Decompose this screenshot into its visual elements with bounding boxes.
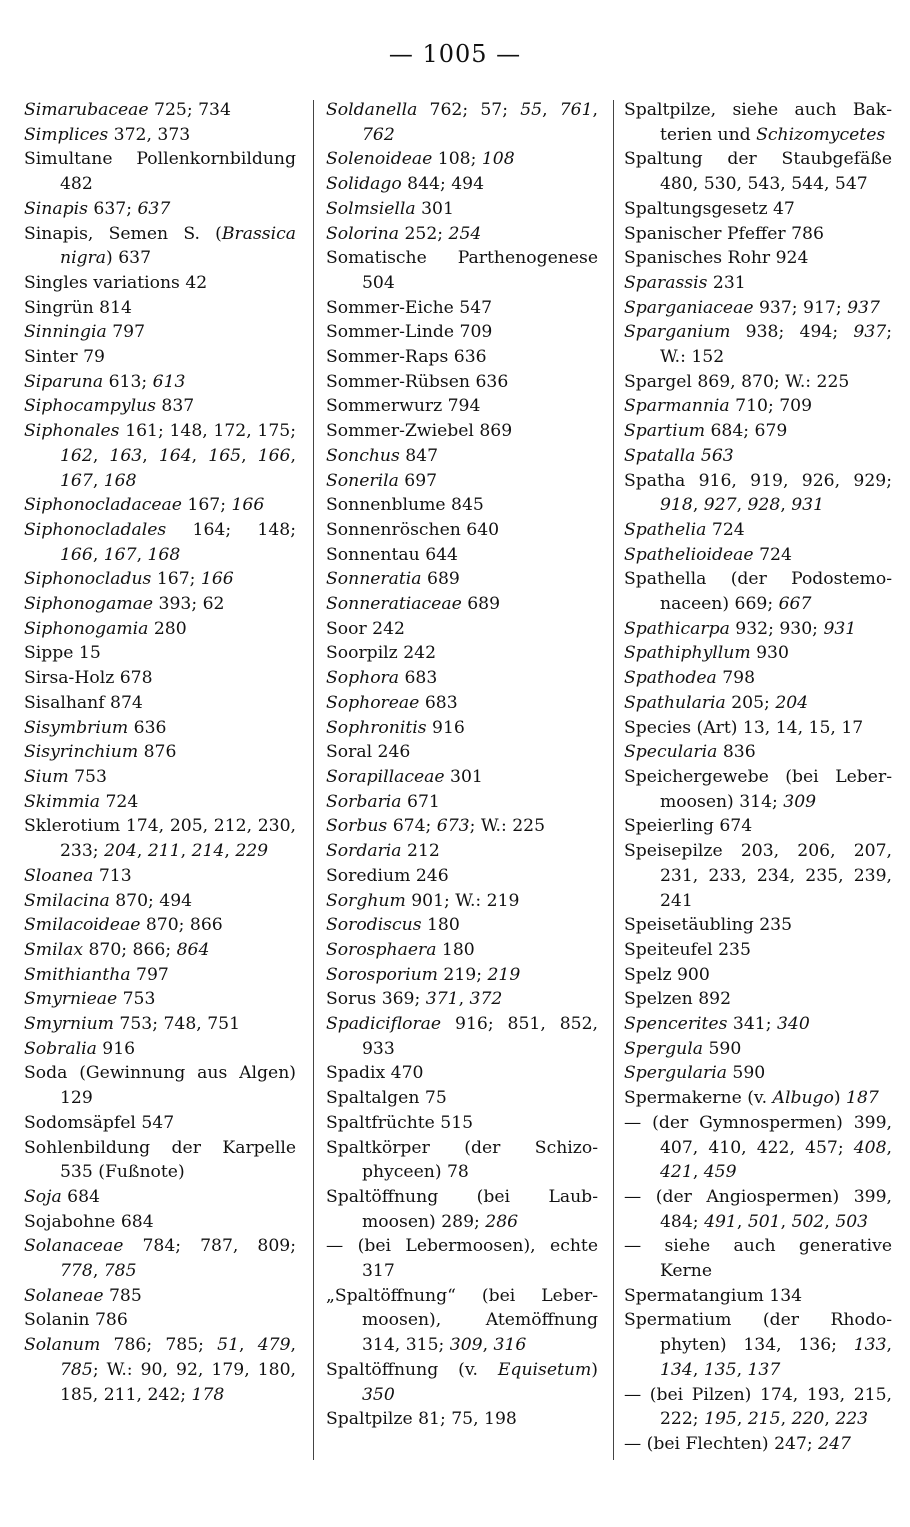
- index-entry: Spadix 470: [326, 1063, 424, 1084]
- index-entry: Sonneratia 689: [326, 569, 460, 590]
- index-entry: Siphonocladales 164; 148; 166, 167, 168: [24, 519, 296, 565]
- index-entry: Sommer-Raps 636: [326, 347, 487, 368]
- index-entry: Sisalhanf 874: [24, 692, 143, 713]
- index-entry: Sinapis 637; 637: [24, 198, 171, 219]
- index-entry: Solenoideae 108; 108: [326, 149, 515, 170]
- index-entry: Sonneratiaceae 689: [326, 594, 501, 615]
- index-entry: Spanisches Rohr 924: [624, 248, 809, 269]
- index-entry: Sparganiaceae 937; 917; 937: [624, 297, 880, 318]
- index-entry: Soredium 246: [326, 865, 449, 886]
- index-entry: Simultane Pollenkornbildung 482: [24, 149, 296, 195]
- index-entry: Specularia 836: [624, 742, 756, 763]
- index-entry: Spathella (der Podostemonaceen) 669; 667: [624, 569, 892, 615]
- index-entry: Spaltalgen 75: [326, 1088, 447, 1109]
- index-entry: Sorghum 901; W.: 219: [326, 890, 520, 911]
- index-entry: — (der Angiospermen) 399, 484; 491, 501, 502, 503: [624, 1186, 892, 1232]
- index-entry: Spaltöffnung (bei Laubmoosen) 289; 286: [326, 1186, 598, 1232]
- index-entry: Soda (Gewinnung aus Algen) 129: [24, 1063, 296, 1109]
- index-entry: Sonnenröschen 640: [326, 519, 500, 540]
- index-entry: Sommer-Rübsen 636: [326, 371, 509, 392]
- index-entry: Speierling 674: [624, 816, 753, 837]
- index-entry: Solaneae 785: [24, 1285, 142, 1306]
- index-entry: Siphonogamia 280: [24, 618, 187, 639]
- index-entry: Spathelia 724: [624, 519, 745, 540]
- index-entry: Sommer-Eiche 547: [326, 297, 493, 318]
- index-entry: Spaltpilze 81; 75, 198: [326, 1409, 517, 1430]
- index-column-2: [326, 98, 598, 1432]
- index-entry: Spathularia 205; 204: [624, 692, 809, 713]
- index-entry: Siphonales 161; 148, 172, 175; 162, 163, 164, 165, 166, 167, 168: [24, 421, 296, 491]
- index-entry: Sinapis, Semen S. (Brassica nigra) 637: [24, 223, 296, 269]
- index-entry: Simarubaceae 725; 734: [24, 100, 231, 120]
- index-entry: Sorbaria 671: [326, 791, 440, 812]
- index-entry: Smilacoideae 870; 866: [24, 915, 223, 936]
- index-entry: Sisyrinchium 876: [24, 742, 177, 763]
- column-divider: [613, 100, 614, 1460]
- index-entry: — (bei Lebermoosen), echte 317: [326, 1236, 598, 1282]
- index-entry: Spartium 684; 679: [624, 421, 788, 442]
- index-entry: Spathicarpa 932; 930; 931: [624, 618, 857, 639]
- index-entry: Sordaria 212: [326, 841, 440, 862]
- index-entry: Sophora 683: [326, 668, 438, 689]
- index-entry: Spelzen 892: [624, 989, 732, 1010]
- index-entry: Sommerwurz 794: [326, 396, 481, 417]
- index-entry: Sophronitis 916: [326, 717, 465, 738]
- index-entry: Sinningia 797: [24, 322, 146, 343]
- index-entry: Sonchus 847: [326, 445, 439, 466]
- index-entry: Sorosporium 219; 219: [326, 964, 521, 985]
- index-entry: Sophoreae 683: [326, 692, 458, 713]
- index-entry: Sonnentau 644: [326, 544, 458, 565]
- index-entry: Sippe 15: [24, 643, 101, 664]
- index-entry: Smilax 870; 866; 864: [24, 939, 210, 960]
- index-entry: Singrün 814: [24, 297, 132, 318]
- index-entry: Smilacina 870; 494: [24, 890, 193, 911]
- index-entry: Speisetäubling 235: [624, 915, 792, 936]
- index-entry: Soorpilz 242: [326, 643, 437, 664]
- index-entry: Sojabohne 684: [24, 1211, 154, 1232]
- index-entry: Spaltfrüchte 515: [326, 1112, 474, 1133]
- index-entry: Sorodiscus 180: [326, 915, 460, 936]
- index-entry: Spathodea 798: [624, 668, 756, 689]
- index-entry: Soor 242: [326, 618, 405, 639]
- index-entry: Sorapillaceae 301: [326, 766, 483, 787]
- index-entry: Spelz 900: [624, 964, 710, 985]
- index-column-1: [24, 98, 296, 1407]
- index-entry: „Spaltöffnung“ (bei Lebermoosen), Atemöffnung 314, 315; 309, 316: [326, 1285, 598, 1356]
- index-entry: Sodomsäpfel 547: [24, 1112, 175, 1133]
- index-entry: Solmsiella 301: [326, 198, 454, 219]
- column-divider: [313, 100, 314, 1460]
- index-entry: Simplices 372, 373: [24, 124, 191, 145]
- index-entry: Spanischer Pfeffer 786: [624, 223, 824, 244]
- index-entry: Soldanella 762; 57; 55, 761, 762: [326, 100, 598, 145]
- index-entry: Siparuna 613; 613: [24, 371, 186, 392]
- index-entry: Siphocampylus 837: [24, 396, 195, 417]
- index-entry: — siehe auch generative Kerne: [624, 1236, 892, 1282]
- index-entry: Soja 684: [24, 1186, 100, 1207]
- index-entry: Sobralia 916: [24, 1038, 136, 1059]
- index-entry: Smyrnieae 753: [24, 989, 156, 1010]
- index-entry: Sparganium 938; 494; 937; W.: 152: [624, 322, 892, 368]
- index-entry: Siphonocladaceae 167; 166: [24, 495, 265, 516]
- index-entry: Spaltöffnung (v. Equisetum) 350: [326, 1359, 598, 1405]
- index-entry: Spaltpilze, siehe auch Bakterien und Schizomycetes: [624, 100, 892, 145]
- index-entry: Speichergewebe (bei Lebermoosen) 314; 309: [624, 766, 892, 812]
- index-entry: — (bei Flechten) 247; 247: [624, 1433, 851, 1454]
- index-entry: Sparassis 231: [624, 272, 746, 293]
- index-entry: Spermatangium 134: [624, 1285, 803, 1306]
- index-entry: Species (Art) 13, 14, 15, 17: [624, 717, 864, 738]
- index-entry: Spadiciflorae 916; 851, 852, 933: [326, 1014, 598, 1059]
- index-entry: Sparmannia 710; 709: [624, 396, 813, 417]
- index-entry: Siphonogamae 393; 62: [24, 594, 225, 615]
- index-entry: Spaltungsgesetz 47: [624, 198, 795, 219]
- index-entry: Spargel 869, 870; W.: 225: [624, 371, 850, 392]
- index-entry: Spergularia 590: [624, 1063, 766, 1084]
- index-entry: Smithiantha 797: [24, 964, 169, 985]
- index-entry: Solanum 786; 785; 51, 479, 785; W.: 90, 92, 179, 180, 185, 211, 242; 178: [24, 1335, 296, 1405]
- index-entry: Somatische Parthenogenese 504: [326, 248, 598, 293]
- index-entry: Solidago 844; 494: [326, 174, 485, 195]
- index-entry: Sohlenbildung der Karpelle 535 (Fußnote): [24, 1137, 296, 1183]
- index-entry: Sommer-Zwiebel 869: [326, 421, 513, 442]
- index-entry: Spermakerne (v. Albugo) 187: [624, 1088, 879, 1109]
- index-entry: Spermatium (der Rhodophyten) 134, 136; 133, 134, 135, 137: [624, 1310, 892, 1380]
- index-entry: Singles variations 42: [24, 272, 208, 293]
- index-entry: Sirsa-Holz 678: [24, 668, 153, 689]
- index-entry: Solanin 786: [24, 1310, 128, 1331]
- index-entry: Spaltung der Staubgefäße 480, 530, 543, 544, 547: [624, 149, 892, 195]
- index-entry: — (bei Pilzen) 174, 193, 215, 222; 195, 215, 220, 223: [624, 1384, 892, 1430]
- index-entry: Spaltkörper (der Schizophyceen) 78: [326, 1137, 598, 1183]
- index-entry: Sorbus 674; 673; W.: 225: [326, 816, 546, 837]
- index-entry: — (der Gymnospermen) 399, 407, 410, 422, 457; 408, 421, 459: [624, 1112, 892, 1183]
- index-entry: Sonerila 697: [326, 470, 438, 491]
- index-entry: Sommer-Linde 709: [326, 322, 493, 343]
- index-entry: Sloanea 713: [24, 865, 132, 886]
- index-entry: Solanaceae 784; 787, 809; 778, 785: [24, 1236, 296, 1282]
- index-entry: Spatha 916, 919, 926, 929; 918, 927, 928, 931: [624, 470, 892, 516]
- index-entry: Siphonocladus 167; 166: [24, 569, 234, 590]
- index-entry: Sinter 79: [24, 347, 105, 368]
- index-entry: Spergula 590: [624, 1038, 742, 1059]
- index-entry: Sium 753: [24, 766, 107, 787]
- index-entry: Smyrnium 753; 748, 751: [24, 1014, 240, 1035]
- index-entry: Spathiphyllum 930: [624, 643, 789, 664]
- index-entry: Sonnenblume 845: [326, 495, 484, 516]
- index-entry: Soral 246: [326, 742, 411, 763]
- index-entry: Sorus 369; 371, 372: [326, 989, 503, 1010]
- index-entry: Spathelioideae 724: [624, 544, 792, 565]
- index-entry: Solorina 252; 254: [326, 223, 482, 244]
- index-column-3: [624, 98, 892, 1457]
- page-number: — 1005 —: [388, 40, 522, 68]
- index-entry: Skimmia 724: [24, 791, 139, 812]
- index-entry: Sisymbrium 636: [24, 717, 167, 738]
- index-entry: Spencerites 341; 340: [624, 1014, 810, 1035]
- index-entry: Speisepilze 203, 206, 207, 231, 233, 234, 235, 239, 241: [624, 841, 892, 911]
- index-entry: Sorosphaera 180: [326, 939, 475, 960]
- index-entry: Spatalla 563: [624, 445, 734, 466]
- index-entry: Speiteufel 235: [624, 939, 751, 960]
- index-entry: Sklerotium 174, 205, 212, 230, 233; 204, 211, 214, 229: [24, 816, 296, 862]
